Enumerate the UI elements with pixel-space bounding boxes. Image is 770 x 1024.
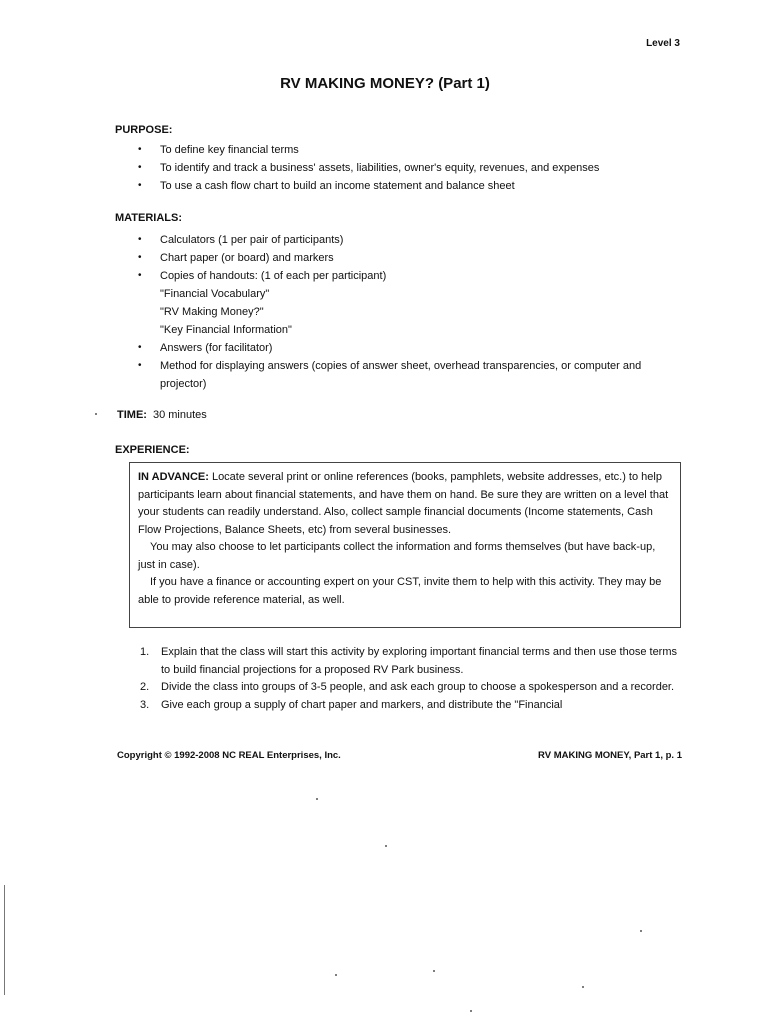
- bullet-icon: •: [138, 270, 142, 281]
- scan-speck: [335, 974, 337, 976]
- bullet-icon: •: [138, 234, 142, 245]
- copyright-footer: Copyright © 1992-2008 NC REAL Enterprises, Inc.: [117, 750, 341, 761]
- list-item: • Copies of handouts: (1 of each per participant): [138, 267, 680, 285]
- bullet-icon: •: [138, 252, 142, 263]
- advance-label: IN ADVANCE:: [138, 471, 209, 483]
- list-item: • Answers (for facilitator): [138, 339, 680, 357]
- advance-paragraph: IN ADVANCE: Locate several print or online references (books, pamphlets, website addresses, etc.) to help participants learn about financial statements, and have them on hand. Be sure they are written on a level that your students can readily understand. Also, collect sample financial documents (Income statements, Cash Flow Projections, Balance Sheets, etc) from several businesses.: [138, 471, 669, 536]
- page-reference-footer: RV MAKING MONEY, Part 1, p. 1: [538, 750, 682, 761]
- step-item: 1. Explain that the class will start this activity by exploring important financial terms and then use those terms to build financial projections for a proposed RV Park business.: [140, 646, 678, 676]
- scan-speck: [640, 930, 642, 932]
- materials-heading: MATERIALS:: [115, 212, 183, 224]
- handout-item: "Financial Vocabulary": [160, 288, 270, 300]
- purpose-heading: PURPOSE:: [115, 124, 173, 136]
- list-item: • To identify and track a business' assets, liabilities, owner's equity, revenues, and expenses: [138, 159, 599, 177]
- advance-paragraph: If you have a finance or accounting expert on your CST, invite them to help with this activity. They may be able to provide reference material, as well.: [138, 576, 662, 606]
- scan-speck: [470, 1010, 472, 1012]
- step-item: 3. Give each group a supply of chart paper and markers, and distribute the "Financial: [140, 698, 563, 711]
- purpose-list: [138, 141, 599, 195]
- page-title: RV MAKING MONEY? (Part 1): [280, 75, 490, 92]
- advance-paragraph: You may also choose to let participants collect the information and forms themselves (but have back-up, just in case).: [138, 541, 656, 571]
- scan-speck: [433, 970, 435, 972]
- list-item: • Method for displaying answers (copies of answer sheet, overhead transparencies, or computer and projector): [138, 357, 680, 393]
- scan-edge-line: [4, 885, 5, 995]
- scan-speck: [582, 986, 584, 988]
- list-item: • To define key financial terms: [138, 141, 599, 159]
- materials-list: [138, 231, 680, 393]
- scan-speck: [316, 798, 318, 800]
- handout-item: "Key Financial Information": [160, 324, 292, 336]
- bullet-icon: •: [138, 144, 142, 155]
- scan-speck: [385, 845, 387, 847]
- list-item: • To use a cash flow chart to build an income statement and balance sheet: [138, 177, 599, 195]
- time-value: 30 minutes: [152, 409, 207, 421]
- level-label: Level 3: [646, 38, 680, 49]
- scan-speck: [95, 413, 97, 415]
- experience-heading: EXPERIENCE:: [115, 444, 190, 456]
- bullet-icon: •: [138, 360, 142, 371]
- handout-item: "RV Making Money?": [160, 306, 264, 318]
- time-label: TIME:: [117, 409, 147, 421]
- steps-list: [140, 644, 685, 714]
- list-item: • Chart paper (or board) and markers: [138, 249, 680, 267]
- list-item: • Calculators (1 per pair of participants): [138, 231, 680, 249]
- bullet-icon: •: [138, 342, 142, 353]
- step-item: 2. Divide the class into groups of 3-5 people, and ask each group to choose a spokesperson and a recorder.: [140, 681, 675, 693]
- bullet-icon: •: [138, 162, 142, 173]
- time-line: [117, 409, 207, 421]
- bullet-icon: •: [138, 180, 142, 191]
- in-advance-box: [129, 462, 681, 628]
